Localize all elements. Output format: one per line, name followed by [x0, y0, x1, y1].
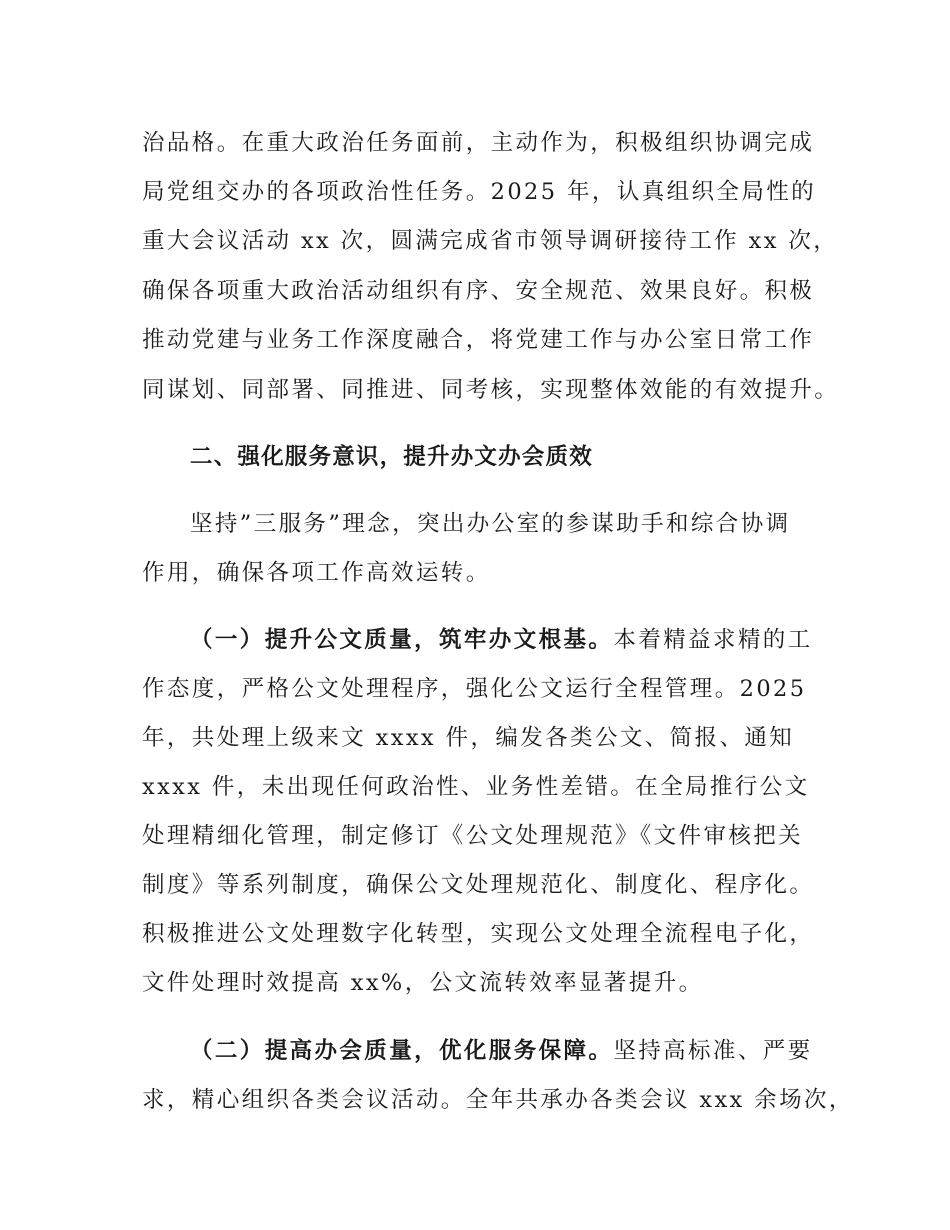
paragraph-line: 推动党建与业务工作深度融合，将党建工作与办公室日常工作	[142, 327, 815, 353]
paragraph-line: 作用，确保各项工作高效运转。	[142, 560, 491, 586]
subsection-text: 坚持高标准、严要	[613, 1038, 813, 1064]
paragraph-line: 同谋划、同部署、同推进、同考核，实现整体效能的有效提升。	[142, 377, 840, 403]
paragraph-line: 积极推进公文处理数字化转型，实现公文处理全流程电子化，	[142, 921, 815, 947]
paragraph-line: 年，共处理上级来文 xxxx 件，编发各类公文、简报、通知	[142, 725, 795, 751]
subsection-first-line	[190, 1031, 813, 1071]
paragraph-line: 局党组交办的各项政治性任务。2025 年，认真组织全局性的	[142, 179, 817, 205]
paragraph-line: xxxx 件，未出现任何政治性、业务性差错。在全局推行公文	[142, 774, 810, 800]
paragraph-line: 治品格。在重大政治任务面前，主动作为，积极组织协调完成	[142, 130, 815, 156]
paragraph-line: 文件处理时效提高 xx%，公文流转效率显著提升。	[142, 970, 704, 996]
subsection-text: 本着精益求精的工	[613, 627, 813, 653]
paragraph-line: 确保各项重大政治活动组织有序、安全规范、效果良好。积极	[142, 278, 815, 304]
paragraph-line: 重大会议活动 xx 次，圆满完成省市领导调研接待工作 xx 次，	[142, 228, 839, 254]
paragraph-line: 制度》等系列制度，确保公文处理规范化、制度化、程序化。	[142, 872, 815, 898]
subsection-title: （二）提高办会质量，优化服务保障。	[190, 1038, 614, 1064]
paragraph-line: 坚持”三服务”理念，突出办公室的参谋助手和综合协调	[190, 511, 791, 537]
paragraph-line: 作态度，严格公文处理程序，强化公文运行全程管理。2025	[142, 676, 807, 702]
subsection-title: （一）提升公文质量，筑牢办文根基。	[190, 627, 614, 653]
section-heading: 二、强化服务意识，提升办文办会质效	[190, 444, 593, 470]
paragraph-line: 处理精细化管理，制定修订《公文处理规范》《文件审核把关	[142, 823, 804, 849]
paragraph-line: 求，精心组织各类会议活动。全年共承办各类会议 xxx 余场次，	[142, 1087, 854, 1113]
subsection-first-line	[190, 620, 813, 660]
